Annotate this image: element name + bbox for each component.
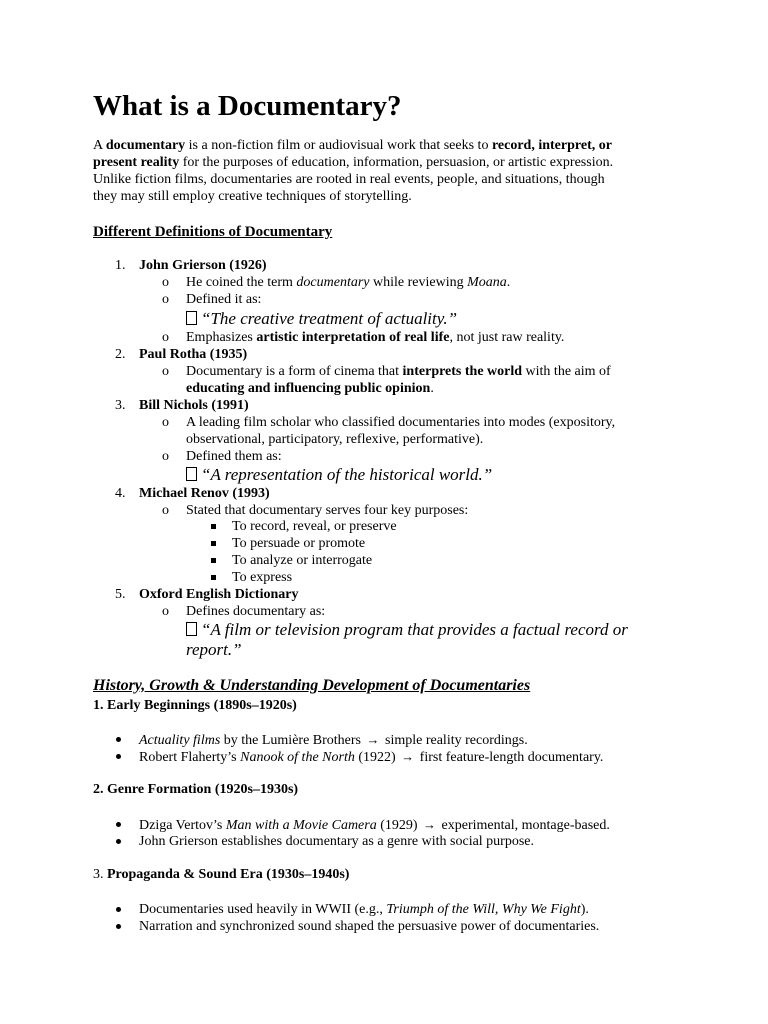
list-number: 3. xyxy=(115,398,126,413)
sub-bullet-marker: o xyxy=(162,604,169,619)
bullet-icon xyxy=(116,737,121,742)
sub-bullet-marker: o xyxy=(162,449,169,464)
list-item: Defines documentary as: xyxy=(186,604,326,619)
history-bullet: Documentaries used heavily in WWII (e.g., Triumph of the Will, Why We Fight). xyxy=(139,902,589,917)
definition-name: Michael Renov (1993) xyxy=(139,486,270,501)
bullet-icon xyxy=(116,822,121,827)
arrow-icon: → xyxy=(366,732,380,747)
history-section-title: 1. Early Beginnings (1890s–1920s) xyxy=(93,698,297,713)
history-bullet: Actuality films by the Lumière Brothers → simple reality recordings. xyxy=(139,732,528,748)
sub-bullet-marker: o xyxy=(162,330,169,345)
bullet-icon xyxy=(116,924,121,929)
bullet-icon xyxy=(116,907,121,912)
quote: “A representation of the historical world.” xyxy=(186,465,492,485)
list-number: 2. xyxy=(115,347,126,362)
sub-bullet-marker: o xyxy=(162,275,169,290)
intro-line-1: A documentary is a non-fiction film or audiovisual work that seeks to record, interpret, or xyxy=(93,138,612,153)
quote: “A film or television program that provides a factual record or xyxy=(186,620,628,640)
purpose-item: To analyze or interrogate xyxy=(232,553,373,568)
list-item: He coined the term documentary while reviewing Moana. xyxy=(186,275,511,290)
bullet-icon xyxy=(116,754,121,759)
definition-name: Paul Rotha (1935) xyxy=(139,347,248,362)
square-bullet-icon xyxy=(211,575,216,580)
purpose-item: To record, reveal, or preserve xyxy=(232,519,397,534)
history-bullet: Robert Flaherty’s Nanook of the North (1922) → first feature-length documentary. xyxy=(139,749,604,765)
history-section-title: 2. Genre Formation (1920s–1930s) xyxy=(93,782,299,797)
square-bullet-icon xyxy=(211,558,216,563)
list-number: 4. xyxy=(115,486,126,501)
history-bullet: John Grierson establishes documentary as a genre with social purpose. xyxy=(139,834,535,849)
square-bullet-icon xyxy=(211,524,216,529)
list-item: Defined it as: xyxy=(186,292,262,307)
list-item: Emphasizes artistic interpretation of real life, not just raw reality. xyxy=(186,330,565,345)
sub-bullet-marker: o xyxy=(162,503,169,518)
history-bullet: Narration and synchronized sound shaped the persuasive power of documentaries. xyxy=(139,919,600,934)
list-number: 1. xyxy=(115,258,126,273)
sub-bullet-marker: o xyxy=(162,415,169,430)
purpose-item: To express xyxy=(232,570,293,585)
purpose-item: To persuade or promote xyxy=(232,536,366,551)
quote-box-icon xyxy=(186,622,197,636)
page-title: What is a Documentary? xyxy=(93,90,402,122)
list-number: 5. xyxy=(115,587,126,602)
history-heading: History, Growth & Understanding Development of Documentaries xyxy=(93,677,531,694)
sub-bullet-marker: o xyxy=(162,364,169,379)
intro-line-3: Unlike fiction films, documentaries are rooted in real events, people, and situations, though xyxy=(93,172,605,187)
sub-bullet-marker: o xyxy=(162,292,169,307)
intro-line-2: present reality for the purposes of education, information, persuasion, or artistic expression. xyxy=(93,155,614,170)
list-item: Stated that documentary serves four key purposes: xyxy=(186,503,469,518)
quote-box-icon xyxy=(186,467,197,481)
intro-line-4: they may still employ creative techniques of storytelling. xyxy=(93,189,412,204)
definition-name: John Grierson (1926) xyxy=(139,258,267,273)
quote-continued: report.” xyxy=(186,640,242,659)
quote-box-icon xyxy=(186,311,197,325)
definition-name: Oxford English Dictionary xyxy=(139,587,299,602)
history-section-title: 3. Propaganda & Sound Era (1930s–1940s) xyxy=(93,867,350,882)
bullet-icon xyxy=(116,839,121,844)
list-item-continued: observational, participatory, reflexive, performative). xyxy=(186,432,484,447)
list-item: A leading film scholar who classified documentaries into modes (expository, xyxy=(186,415,616,430)
square-bullet-icon xyxy=(211,541,216,546)
definitions-heading: Different Definitions of Documentary xyxy=(93,224,333,240)
list-item: Documentary is a form of cinema that interprets the world with the aim of xyxy=(186,364,611,379)
history-bullet: Dziga Vertov’s Man with a Movie Camera (1929) → experimental, montage-based. xyxy=(139,817,610,833)
arrow-icon: → xyxy=(401,749,415,764)
definition-name: Bill Nichols (1991) xyxy=(139,398,249,413)
list-item-continued: educating and influencing public opinion. xyxy=(186,381,434,396)
quote: “The creative treatment of actuality.” xyxy=(186,309,457,329)
arrow-icon: → xyxy=(423,817,437,832)
list-item: Defined them as: xyxy=(186,449,282,464)
